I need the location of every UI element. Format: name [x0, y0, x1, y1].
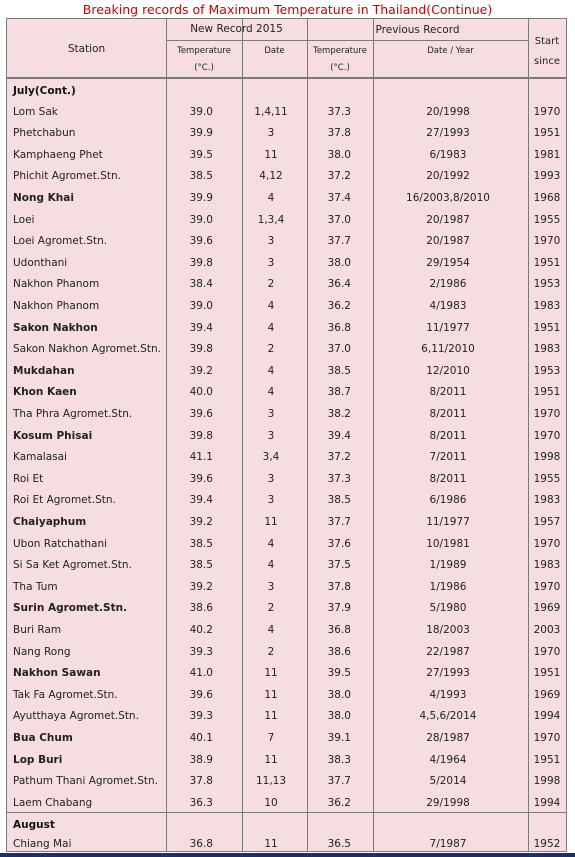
table-row — [7, 661, 566, 683]
prev-temperature-cell: 37.2 — [327, 170, 351, 183]
prev-temperature-cell: 38.6 — [327, 645, 351, 658]
station-cell: Mukdahan — [13, 364, 75, 377]
new-date-cell: 4 — [267, 364, 275, 377]
station-cell: Lop Buri — [13, 753, 63, 766]
prev-temperature-cell: 39.4 — [327, 429, 351, 442]
station-cell: Buri Ram — [13, 623, 62, 636]
start-since-cell: 1969 — [533, 602, 561, 615]
bottom-bar — [0, 853, 575, 857]
prev-date-year-cell: 2/1986 — [429, 278, 467, 291]
new-temperature-cell: 38.4 — [189, 278, 213, 291]
station-cell: Chaiyaphum — [13, 515, 87, 528]
new-date-cell: 3 — [267, 235, 275, 248]
start-since-cell: 1983 — [533, 559, 561, 572]
table-row — [7, 532, 566, 554]
prev-date-year-cell: 20/1992 — [426, 170, 470, 183]
prev-temperature-cell: 36.2 — [327, 299, 351, 312]
start-since-cell: 1951 — [533, 386, 561, 399]
start-since-cell: 1983 — [533, 299, 561, 312]
start-since-cell: 1983 — [533, 494, 561, 507]
table-row — [7, 402, 566, 424]
start-since-cell: 1970 — [533, 537, 561, 550]
new-temperature-cell: 39.3 — [189, 710, 213, 723]
new-temperature-cell: 39.2 — [189, 364, 213, 377]
station-cell: Lom Sak — [13, 105, 58, 118]
station-cell: Kamalasai — [13, 451, 67, 464]
prev-date-year-cell: 11/1977 — [426, 321, 470, 334]
prev-date-year-cell: 6/1986 — [429, 494, 467, 507]
prev-temperature-cell: 39.1 — [327, 731, 351, 744]
new-date-cell: 2 — [267, 278, 275, 291]
prev-date-year-cell: 12/2010 — [426, 364, 470, 377]
station-cell: Tha Tum — [13, 580, 58, 593]
header-divider — [166, 40, 528, 41]
prev-temperature-cell: 36.4 — [327, 278, 351, 291]
new-date-cell: 11 — [264, 838, 278, 850]
new-temperature-cell: 41.1 — [189, 451, 213, 464]
new-date-cell: 7 — [267, 731, 275, 744]
prev-date-year-cell: 20/1998 — [426, 105, 470, 118]
prev-date-year-cell: 4/1993 — [429, 688, 467, 701]
prev-date-year-cell: 1/1986 — [429, 580, 467, 593]
station-cell: Sakon Nakhon Agromet.Stn. — [13, 343, 161, 356]
new-temperature-cell: 39.2 — [189, 515, 213, 528]
prev-date-year-cell: 1/1989 — [429, 559, 467, 572]
table-row — [7, 832, 566, 854]
new-date-cell: 11 — [264, 667, 278, 680]
table-row — [7, 272, 566, 294]
start-since-cell: 1970 — [533, 235, 561, 248]
new-date-cell: 2 — [267, 602, 275, 615]
new-temperature-cell: 39.4 — [189, 494, 213, 507]
header-previous-record: Previous Record — [375, 24, 460, 36]
prev-date-year-cell: 4/1983 — [429, 299, 467, 312]
start-since-cell: 1969 — [533, 688, 561, 701]
header-divider — [7, 78, 566, 79]
prev-temperature-cell: 38.0 — [327, 710, 351, 723]
prev-date-year-cell: 5/1980 — [429, 602, 467, 615]
start-since-cell: 1993 — [533, 170, 561, 183]
new-date-cell: 4 — [267, 537, 275, 550]
table-row — [7, 445, 566, 467]
table-row — [7, 186, 566, 208]
table-row — [7, 618, 566, 640]
prev-date-year-cell: 8/2011 — [429, 472, 467, 485]
header-divider — [7, 77, 566, 78]
new-temperature-cell: 39.6 — [189, 235, 213, 248]
prev-date-year-cell: 11/1977 — [426, 515, 470, 528]
prev-temperature-cell: 38.7 — [327, 386, 351, 399]
start-since-cell: 2003 — [533, 623, 561, 636]
table-row — [7, 553, 566, 575]
prev-date-year-cell: 7/1987 — [429, 838, 467, 850]
prev-date-year-cell: 20/1987 — [426, 213, 470, 226]
table-row — [7, 596, 566, 618]
station-cell: Loei — [13, 213, 35, 226]
new-temperature-cell: 39.8 — [189, 256, 213, 269]
start-since-cell: 1951 — [533, 667, 561, 680]
prev-temperature-cell: 38.0 — [327, 256, 351, 269]
prev-temperature-cell: 36.5 — [327, 838, 351, 850]
station-cell: Phichit Agromet.Stn. — [13, 170, 121, 183]
station-cell: Bua Chum — [13, 731, 73, 744]
prev-date-year-cell: 8/2011 — [429, 386, 467, 399]
new-temperature-cell: 40.0 — [189, 386, 213, 399]
new-temperature-cell: 39.4 — [189, 321, 213, 334]
new-temperature-cell: 36.8 — [189, 838, 213, 850]
new-temperature-cell: 41.0 — [189, 667, 213, 680]
header-start: Start — [534, 36, 560, 47]
new-date-cell: 11 — [264, 688, 278, 701]
prev-temperature-cell: 37.3 — [327, 472, 351, 485]
new-temperature-cell: 40.1 — [189, 731, 213, 744]
header-since: since — [534, 56, 560, 67]
start-since-cell: 1951 — [533, 321, 561, 334]
station-cell: Surin Agromet.Stn. — [13, 602, 128, 615]
table-row — [7, 337, 566, 359]
new-temperature-cell: 39.6 — [189, 688, 213, 701]
table-row — [7, 726, 566, 748]
new-date-cell: 4 — [267, 299, 275, 312]
header-new-date: Date — [264, 46, 285, 56]
station-cell: Loei Agromet.Stn. — [13, 235, 108, 248]
prev-temperature-cell: 37.8 — [327, 580, 351, 593]
new-temperature-cell: 39.0 — [189, 105, 213, 118]
new-temperature-cell: 38.9 — [189, 753, 213, 766]
start-since-cell: 1951 — [533, 127, 561, 140]
prev-temperature-cell: 38.0 — [327, 688, 351, 701]
prev-temperature-cell: 36.2 — [327, 796, 351, 809]
start-since-cell: 1955 — [533, 213, 561, 226]
start-since-cell: 1968 — [533, 191, 561, 204]
new-date-cell: 4 — [267, 386, 275, 399]
station-cell: Si Sa Ket Agromet.Stn. — [13, 559, 132, 572]
station-cell: Udonthani — [13, 256, 68, 269]
prev-date-year-cell: 10/1981 — [426, 537, 470, 550]
start-since-cell: 1970 — [533, 580, 561, 593]
new-temperature-cell: 40.2 — [189, 623, 213, 636]
table-row — [7, 316, 566, 338]
table-row — [7, 380, 566, 402]
header-station: Station — [67, 43, 106, 55]
new-temperature-cell: 39.9 — [189, 127, 213, 140]
station-cell: Roi Et — [13, 472, 44, 485]
prev-date-year-cell: 5/2014 — [429, 775, 467, 788]
start-since-cell: 1955 — [533, 472, 561, 485]
table-row — [7, 769, 566, 791]
prev-date-year-cell: 28/1987 — [426, 731, 470, 744]
new-date-cell: 1,4,11 — [254, 105, 288, 118]
table-row — [7, 510, 566, 532]
station-cell: Laem Chabang — [13, 796, 93, 809]
new-temperature-cell: 36.3 — [189, 796, 213, 809]
start-since-cell: 1983 — [533, 343, 561, 356]
new-date-cell: 4 — [267, 623, 275, 636]
prev-temperature-cell: 37.3 — [327, 105, 351, 118]
new-date-cell: 4 — [267, 191, 275, 204]
new-date-cell: 2 — [267, 343, 275, 356]
new-temperature-cell: 39.0 — [189, 299, 213, 312]
new-temperature-cell: 39.6 — [189, 472, 213, 485]
new-date-cell: 3 — [267, 494, 275, 507]
table-row — [7, 208, 566, 230]
new-temperature-cell: 38.5 — [189, 170, 213, 183]
table-row — [7, 748, 566, 770]
new-date-cell: 11,13 — [255, 775, 287, 788]
prev-temperature-cell: 38.5 — [327, 494, 351, 507]
new-date-cell: 3 — [267, 580, 275, 593]
prev-temperature-cell: 37.7 — [327, 235, 351, 248]
new-temperature-cell: 37.8 — [189, 775, 213, 788]
prev-date-year-cell: 27/1993 — [426, 127, 470, 140]
new-date-cell: 2 — [267, 645, 275, 658]
new-date-cell: 3 — [267, 472, 275, 485]
station-cell: Nakhon Sawan — [13, 667, 101, 680]
new-temperature-cell: 39.3 — [189, 645, 213, 658]
start-since-cell: 1953 — [533, 278, 561, 291]
prev-temperature-cell: 36.8 — [327, 321, 351, 334]
start-since-cell: 1970 — [533, 407, 561, 420]
prev-temperature-cell: 37.6 — [327, 537, 351, 550]
start-since-cell: 1994 — [533, 710, 561, 723]
table-row — [7, 488, 566, 510]
header-prev-unit: (°C.) — [330, 63, 350, 73]
prev-date-year-cell: 7/2011 — [429, 451, 467, 464]
start-since-cell: 1998 — [533, 451, 561, 464]
station-cell: Nakhon Phanom — [13, 278, 100, 291]
table-row — [7, 143, 566, 165]
prev-temperature-cell: 38.2 — [327, 407, 351, 420]
prev-date-year-cell: 6/1983 — [429, 148, 467, 161]
prev-date-year-cell: 8/2011 — [429, 407, 467, 420]
start-since-cell: 1970 — [533, 105, 561, 118]
prev-date-year-cell: 29/1954 — [426, 256, 470, 269]
new-date-cell: 3 — [267, 429, 275, 442]
prev-date-year-cell: 20/1987 — [426, 235, 470, 248]
prev-date-year-cell: 27/1993 — [426, 667, 470, 680]
table-row — [7, 359, 566, 381]
new-date-cell: 10 — [264, 796, 278, 809]
start-since-cell: 1951 — [533, 753, 561, 766]
header-new-temperature: Temperature — [177, 46, 231, 56]
start-since-cell: 1970 — [533, 429, 561, 442]
new-temperature-cell: 38.5 — [189, 537, 213, 550]
table-row — [7, 121, 566, 143]
station-cell: Ubon Ratchathani — [13, 537, 108, 550]
start-since-cell: 1970 — [533, 645, 561, 658]
station-cell: Roi Et Agromet.Stn. — [13, 494, 116, 507]
new-date-cell: 4 — [267, 321, 275, 334]
new-date-cell: 11 — [264, 710, 278, 723]
section-august: August — [13, 819, 55, 831]
prev-temperature-cell: 38.5 — [327, 364, 351, 377]
start-since-cell: 1952 — [533, 838, 561, 850]
prev-temperature-cell: 37.8 — [327, 127, 351, 140]
new-temperature-cell: 39.0 — [189, 213, 213, 226]
new-temperature-cell: 39.5 — [189, 148, 213, 161]
prev-temperature-cell: 37.2 — [327, 451, 351, 464]
station-cell: Phetchabun — [13, 127, 76, 140]
new-temperature-cell: 38.6 — [189, 602, 213, 615]
start-since-cell: 1953 — [533, 364, 561, 377]
station-cell: Nakhon Phanom — [13, 299, 100, 312]
table-row — [7, 294, 566, 316]
station-cell: Ayutthaya Agromet.Stn. — [13, 710, 139, 723]
station-cell: Kosum Phisai — [13, 429, 93, 442]
prev-temperature-cell: 37.9 — [327, 602, 351, 615]
table-row — [7, 704, 566, 726]
prev-temperature-cell: 37.7 — [327, 515, 351, 528]
station-cell: Nong Khai — [13, 191, 74, 204]
station-cell: Chiang Mai — [13, 838, 72, 850]
prev-date-year-cell: 8/2011 — [429, 429, 467, 442]
start-since-cell: 1951 — [533, 256, 561, 269]
new-date-cell: 1,3,4 — [257, 213, 285, 226]
prev-date-year-cell: 16/2003,8/2010 — [406, 191, 490, 204]
new-temperature-cell: 39.8 — [189, 429, 213, 442]
table-row — [7, 100, 566, 122]
new-temperature-cell: 39.8 — [189, 343, 213, 356]
section-july: July(Cont.) — [13, 85, 76, 97]
header-prev-date-year: Date / Year — [427, 46, 474, 56]
table-row — [7, 791, 566, 813]
start-since-cell: 1981 — [533, 148, 561, 161]
prev-temperature-cell: 37.0 — [327, 343, 351, 356]
records-table — [6, 18, 567, 852]
prev-temperature-cell: 37.5 — [327, 559, 351, 572]
header-prev-temperature: Temperature — [313, 46, 367, 56]
new-date-cell: 4 — [267, 559, 275, 572]
start-since-cell: 1970 — [533, 731, 561, 744]
prev-temperature-cell: 37.0 — [327, 213, 351, 226]
new-date-cell: 11 — [264, 515, 278, 528]
table-row — [7, 683, 566, 705]
table-row — [7, 251, 566, 273]
header-new-record: New Record 2015 — [190, 23, 283, 35]
prev-temperature-cell: 36.8 — [327, 623, 351, 636]
prev-date-year-cell: 18/2003 — [426, 623, 470, 636]
start-since-cell: 1994 — [533, 796, 561, 809]
table-row — [7, 575, 566, 597]
prev-date-year-cell: 29/1998 — [426, 796, 470, 809]
header-new-unit: (°C.) — [194, 63, 214, 73]
start-since-cell: 1957 — [533, 515, 561, 528]
station-cell: Kamphaeng Phet — [13, 148, 103, 161]
new-date-cell: 11 — [264, 148, 278, 161]
station-cell: Tha Phra Agromet.Stn. — [13, 407, 133, 420]
prev-temperature-cell: 37.4 — [327, 191, 351, 204]
start-since-cell: 1998 — [533, 775, 561, 788]
new-date-cell: 3 — [267, 256, 275, 269]
station-cell: Pathum Thani Agromet.Stn. — [13, 775, 158, 788]
prev-date-year-cell: 22/1987 — [426, 645, 470, 658]
station-cell: Sakon Nakhon — [13, 321, 98, 334]
page-title: Breaking records of Maximum Temperature in Thailand(Continue) — [82, 2, 493, 17]
table-row — [7, 424, 566, 446]
new-temperature-cell: 39.9 — [189, 191, 213, 204]
station-cell: Nang Rong — [13, 645, 71, 658]
new-temperature-cell: 39.6 — [189, 407, 213, 420]
prev-temperature-cell: 39.5 — [327, 667, 351, 680]
new-date-cell: 3 — [267, 407, 275, 420]
new-temperature-cell: 38.5 — [189, 559, 213, 572]
table-row — [7, 467, 566, 489]
table-row — [7, 640, 566, 662]
new-temperature-cell: 39.2 — [189, 580, 213, 593]
prev-date-year-cell: 4,5,6/2014 — [419, 710, 477, 723]
new-date-cell: 3 — [267, 127, 275, 140]
prev-temperature-cell: 38.3 — [327, 753, 351, 766]
station-cell: Tak Fa Agromet.Stn. — [13, 688, 118, 701]
prev-temperature-cell: 38.0 — [327, 148, 351, 161]
table-row — [7, 164, 566, 186]
prev-date-year-cell: 4/1964 — [429, 753, 467, 766]
prev-date-year-cell: 6,11/2010 — [421, 343, 475, 356]
new-date-cell: 4,12 — [259, 170, 283, 183]
new-date-cell: 3,4 — [262, 451, 280, 464]
station-cell: Khon Kaen — [13, 386, 77, 399]
prev-temperature-cell: 37.7 — [327, 775, 351, 788]
new-date-cell: 11 — [264, 753, 278, 766]
table-row — [7, 229, 566, 251]
